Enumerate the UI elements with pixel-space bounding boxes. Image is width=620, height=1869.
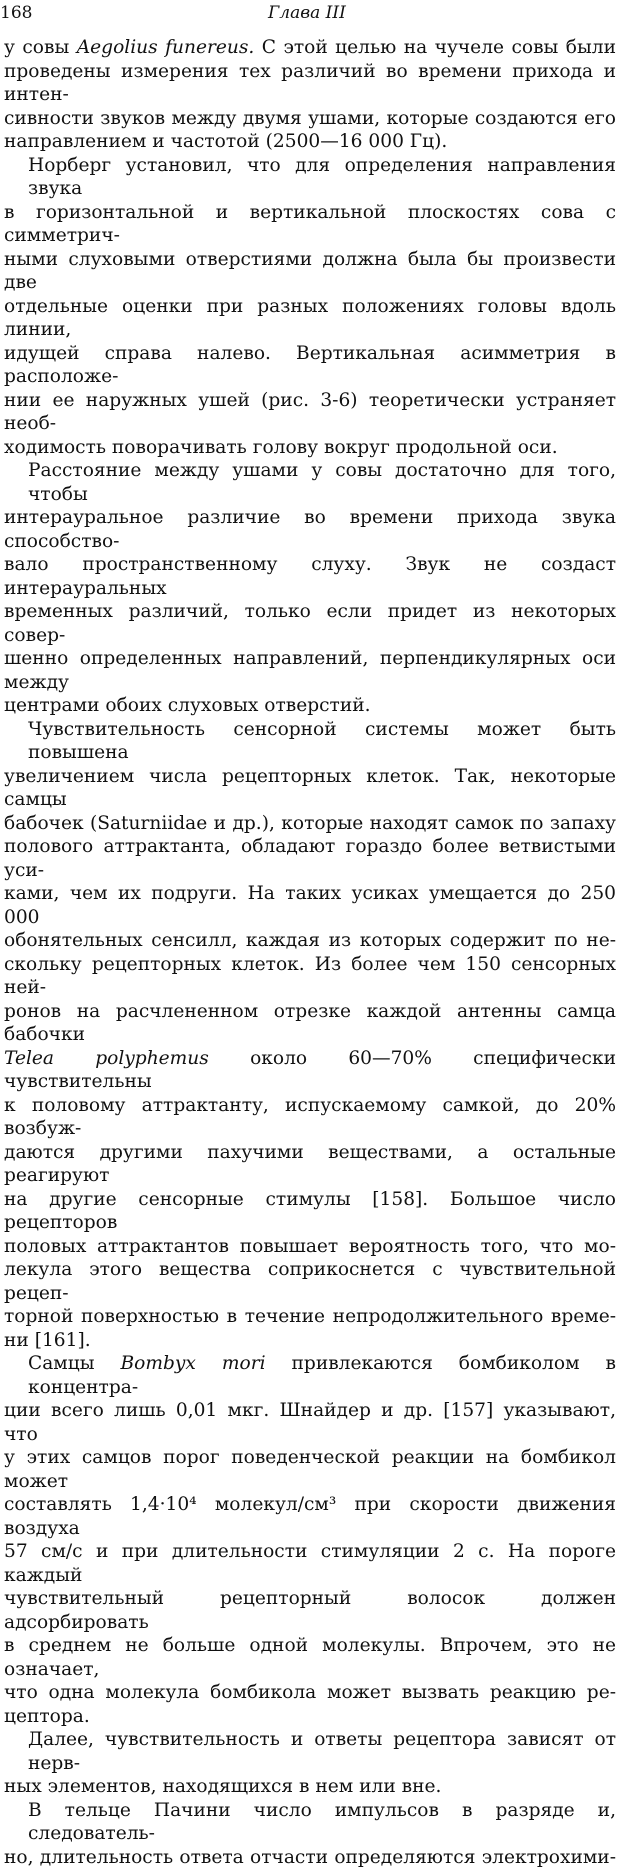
text-line: половых аттрактантов повышает вероятность того, что мо- bbox=[4, 1235, 616, 1259]
text-line: идущей справа налево. Вертикальная асимметрия в расположе- bbox=[4, 342, 616, 389]
text-line: отдельные оценки при разных положениях головы вдоль линии, bbox=[4, 295, 616, 342]
text-line: Telea polyphemus около 60—70% специфически чувствительны bbox=[4, 1047, 616, 1094]
text-line: В тельце Пачини число импульсов в разряде и, следователь- bbox=[4, 1799, 616, 1846]
text-line: вало пространственному слуху. Звук не создаст интерауральных bbox=[4, 553, 616, 600]
text-line: временных различий, только если придет из некоторых совер- bbox=[4, 600, 616, 647]
text-line: проведены измерения тех различий во времени прихода и интен- bbox=[4, 60, 616, 107]
text-line: центрами обоих слуховых отверстий. bbox=[4, 694, 616, 718]
text-line: нии ее наружных ушей (рис. 3-6) теоретически устраняет необ- bbox=[4, 389, 616, 436]
text-line: составлять 1,4·10⁴ молекул/см³ при скорости движения воздуха bbox=[4, 1493, 616, 1540]
text-line: ронов на расчлененном отрезке каждой антенны самца бабочки bbox=[4, 1000, 616, 1047]
text-line: чувствительный рецепторный волосок должен адсорбировать bbox=[4, 1587, 616, 1634]
text-line: на другие сенсорные стимулы [158]. Большое число рецепторов bbox=[4, 1188, 616, 1235]
text-line: 57 см/с и при длительности стимуляции 2 с. На пороге каждый bbox=[4, 1540, 616, 1587]
text-line: Расстояние между ушами у совы достаточно для того, чтобы bbox=[4, 459, 616, 506]
text-line: но, длительность ответа отчасти определяются электрохими- bbox=[4, 1846, 616, 1869]
text-line: даются другими пахучими веществами, а остальные реагируют bbox=[4, 1141, 616, 1188]
text-line: увеличением числа рецепторных клеток. Так, некоторые самцы bbox=[4, 765, 616, 812]
text-line: к половому аттрактанту, испускаемому самкой, до 20% возбуж- bbox=[4, 1094, 616, 1141]
text-line: Норберг установил, что для определения направления звука bbox=[4, 154, 616, 201]
text-line: направлением и частотой (2500—16 000 Гц). bbox=[4, 130, 616, 154]
text-line: шенно определенных направлений, перпендикулярных оси между bbox=[4, 647, 616, 694]
text-line: торной поверхностью в течение непродолжительного време- bbox=[4, 1305, 616, 1329]
chapter-title: Глава III bbox=[268, 2, 346, 24]
text-line: в горизонтальной и вертикальной плоскостях сова с симметрич- bbox=[4, 201, 616, 248]
text-line: цептора. bbox=[4, 1705, 616, 1729]
text-line: ни [161]. bbox=[4, 1329, 616, 1353]
text-line: обонятельных сенсилл, каждая из которых содержит по не- bbox=[4, 929, 616, 953]
text-line: ходимость поворачивать голову вокруг продольной оси. bbox=[4, 436, 616, 460]
text-line: Самцы Bombyx mori привлекаются бомбиколом в концентра- bbox=[4, 1352, 616, 1399]
page-header bbox=[0, 2, 620, 24]
text-line: скольку рецепторных клеток. Из более чем 150 сенсорных ней- bbox=[4, 953, 616, 1000]
text-line: ции всего лишь 0,01 мкг. Шнайдер и др. [157] указывают, что bbox=[4, 1399, 616, 1446]
text-line: Далее, чувствительность и ответы рецептора зависят от нерв- bbox=[4, 1728, 616, 1775]
text-line: у этих самцов порог поведенческой реакции на бомбикол может bbox=[4, 1446, 616, 1493]
text-line: что одна молекула бомбикола может вызвать реакцию ре- bbox=[4, 1681, 616, 1705]
text-line: бабочек (Saturniidae и др.), которые находят самок по запаху bbox=[4, 812, 616, 836]
text-line: лекула этого вещества соприкоснется с чувствительной рецеп- bbox=[4, 1258, 616, 1305]
text-line: в среднем не больше одной молекулы. Впрочем, это не означает, bbox=[4, 1634, 616, 1681]
latin-name: Bombyx mori bbox=[121, 1353, 266, 1374]
text-body bbox=[4, 36, 616, 1869]
text-line: ных элементов, находящихся в нем или вне. bbox=[4, 1775, 616, 1799]
text-line: ными слуховыми отверстиями должна была бы произвести две bbox=[4, 248, 616, 295]
text-line: ками, чем их подруги. На таких усиках умещается до 250 000 bbox=[4, 882, 616, 929]
latin-name: Telea polyphemus bbox=[4, 1048, 209, 1069]
text-line: Чувствительность сенсорной системы может быть повышена bbox=[4, 718, 616, 765]
latin-name: Aegolius funereus. bbox=[77, 37, 255, 58]
text-line: у совы Aegolius funereus. С этой целью на чучеле совы были bbox=[4, 36, 616, 60]
text-line: сивности звуков между двумя ушами, которые создаются его bbox=[4, 107, 616, 131]
text-line: интерауральное различие во времени прихода звука способство- bbox=[4, 506, 616, 553]
page-number: 168 bbox=[0, 2, 32, 24]
text-line: полового аттрактанта, обладают гораздо более ветвистыми уси- bbox=[4, 835, 616, 882]
